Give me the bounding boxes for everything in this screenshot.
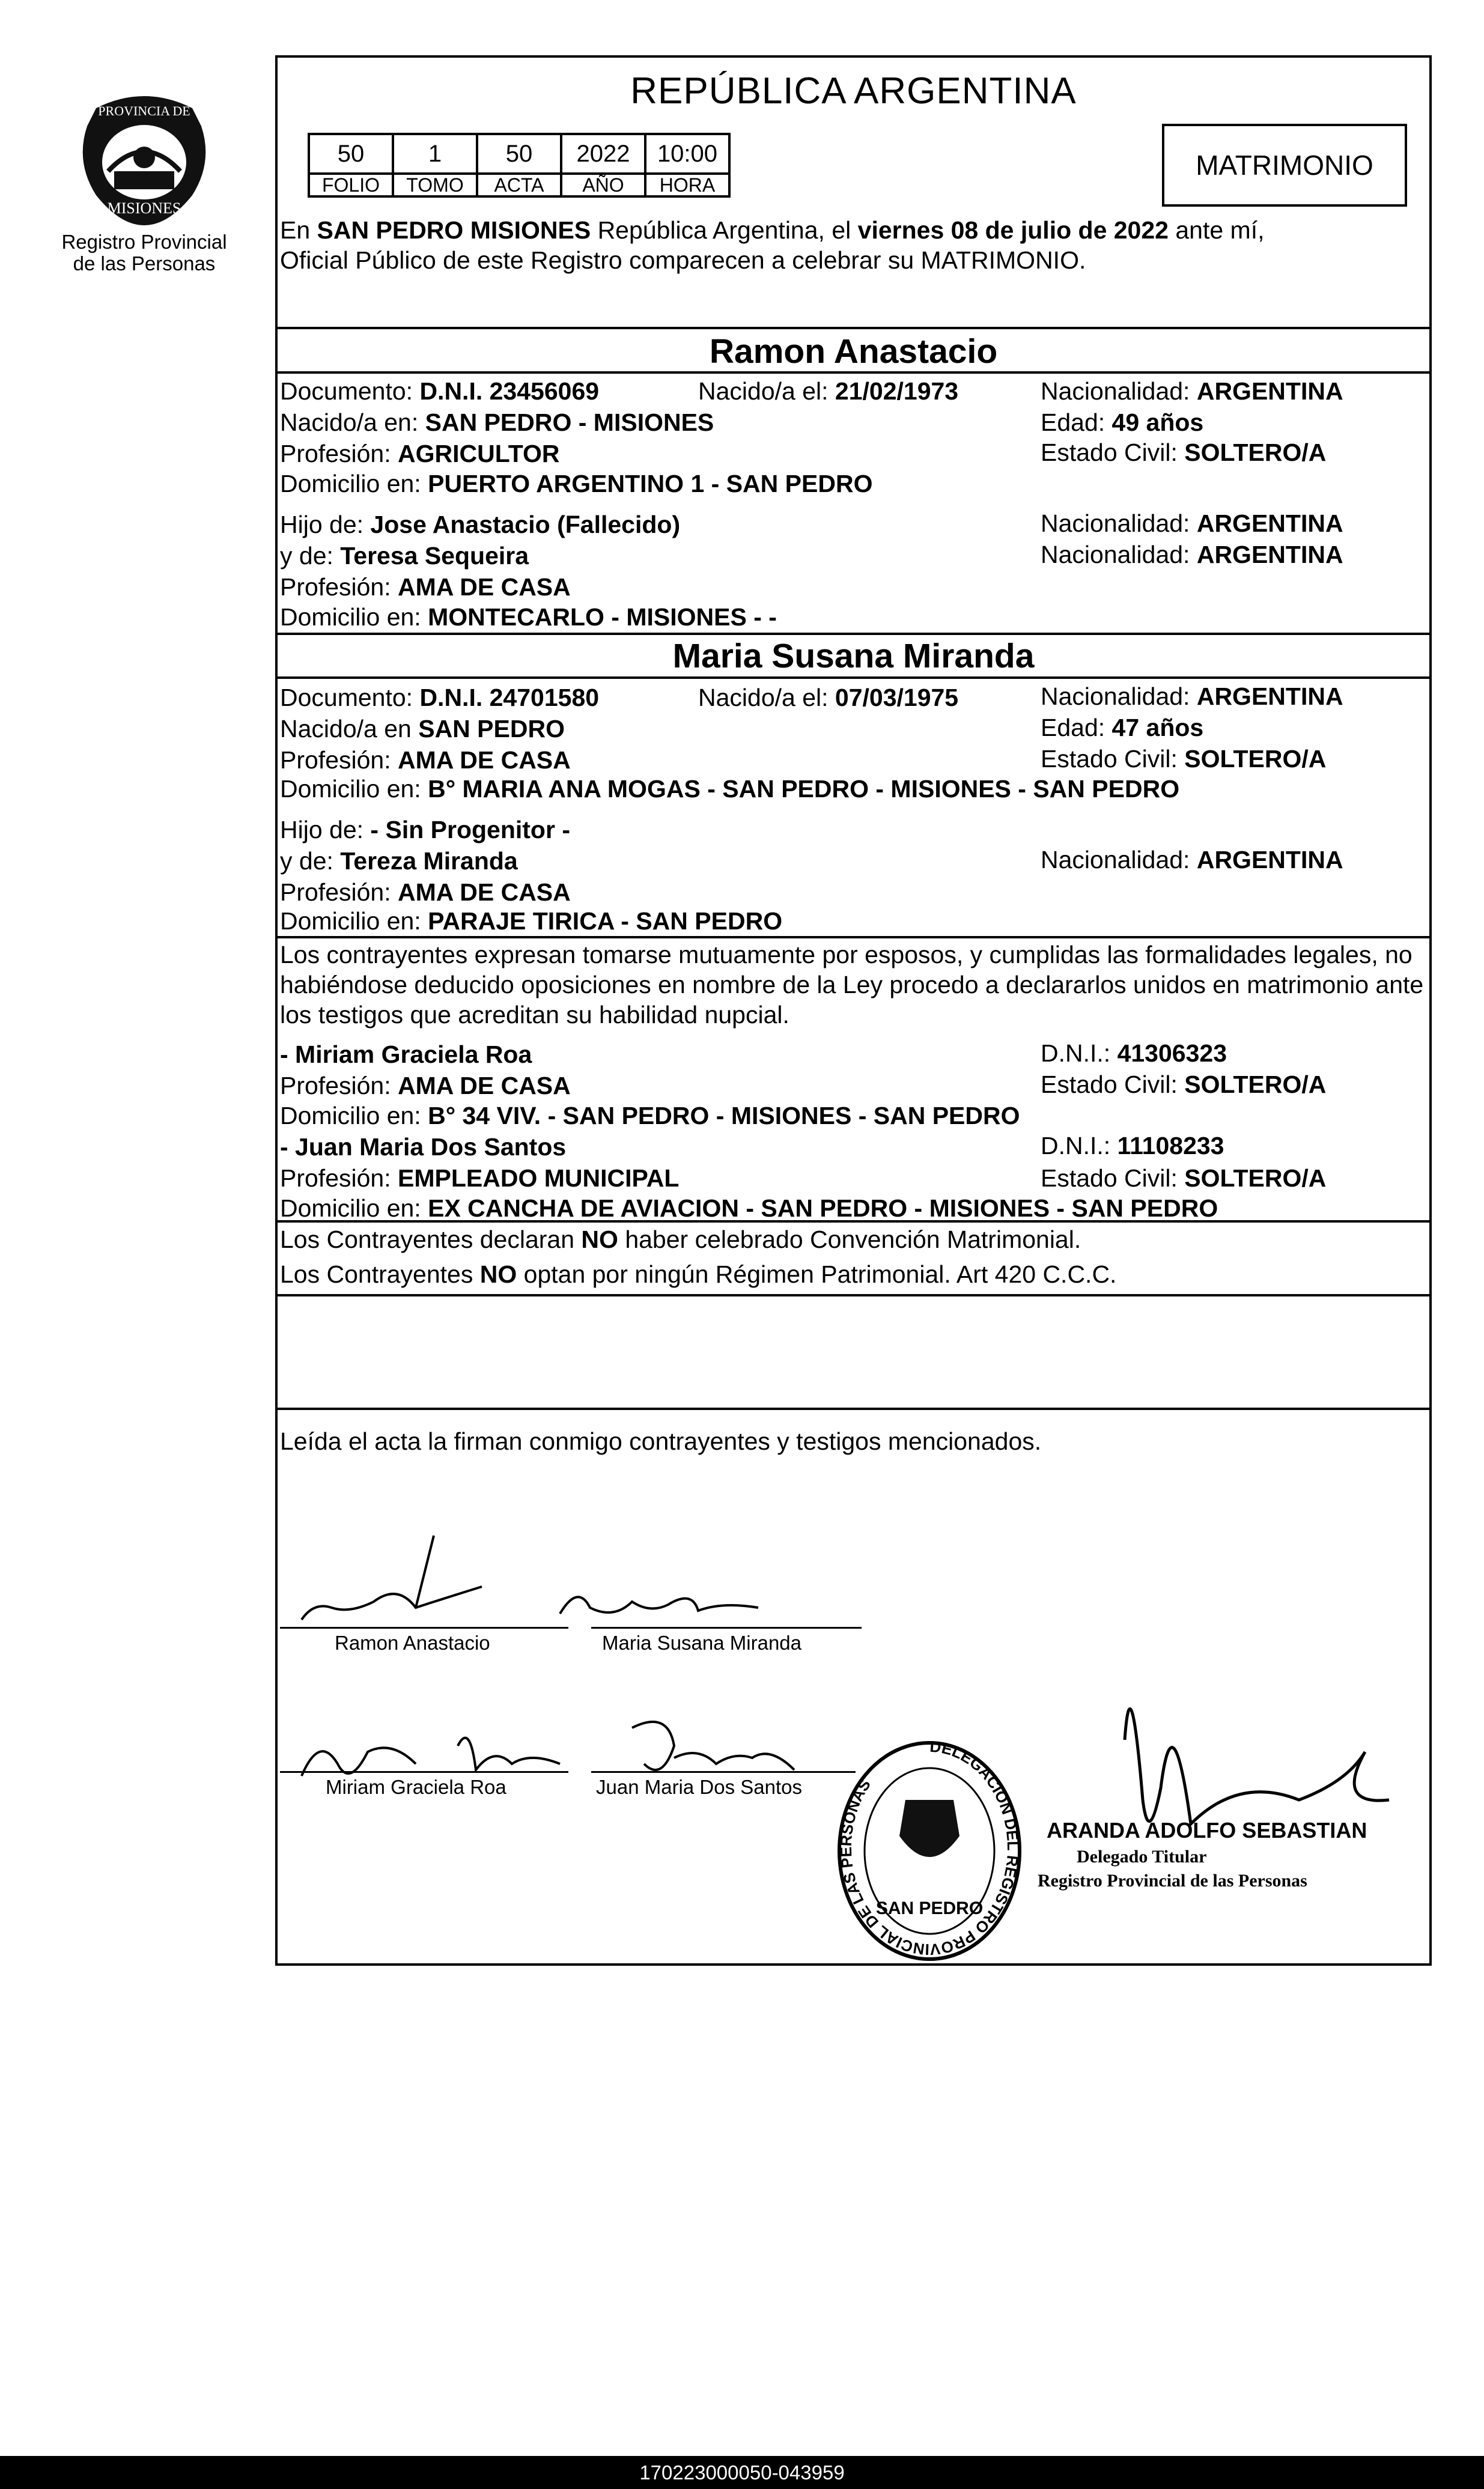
field-value: 49 años <box>1111 409 1204 436</box>
intro-text: ante mí, <box>1168 216 1265 244</box>
spouse1-madre <box>280 541 529 571</box>
intro-line1 <box>280 215 1264 245</box>
field-value: ARGENTINA <box>1196 377 1343 405</box>
acta-label: ACTA <box>477 174 561 196</box>
field-label: Edad: <box>1041 714 1112 741</box>
spouse2-documento <box>280 682 599 713</box>
field-value: PARAJE TIRICA - SAN PEDRO <box>428 907 783 935</box>
signature-label-miriam: Miriam Graciela Roa <box>326 1776 506 1798</box>
field-value: ARGENTINA <box>1196 541 1343 568</box>
registry-caption-line2: de las Personas <box>73 252 216 275</box>
field-label: Nacionalidad: <box>1041 682 1197 710</box>
spouse1-madre-nacionalidad <box>1041 539 1343 570</box>
field-value: - Sin Progenitor - <box>370 816 570 843</box>
spouse1-profesion <box>280 439 560 469</box>
closing-statement: Leída el acta la firman conmigo contrayentes y testigos mencionados. <box>280 1427 1042 1455</box>
field-value: ARGENTINA <box>1196 846 1343 874</box>
field-label: D.N.I.: <box>1041 1132 1118 1159</box>
spouse1-madre-domicilio <box>280 602 777 632</box>
field-label: Nacionalidad: <box>1041 377 1197 405</box>
convention-text: Los Contrayentes <box>280 1260 480 1288</box>
witness1-estado-civil <box>1041 1069 1326 1099</box>
spouse1-nacido-el <box>698 376 958 406</box>
convention-emphasis: NO <box>479 1260 517 1288</box>
spouse1-nacido-en <box>280 407 714 437</box>
spouse1-edad <box>1041 407 1203 437</box>
field-value: ARGENTINA <box>1196 682 1343 710</box>
tomo-value: 1 <box>393 134 477 174</box>
signature-ramon-icon <box>302 1536 482 1620</box>
field-value: 21/02/1973 <box>835 377 959 405</box>
field-label: Profesión: <box>280 1164 398 1192</box>
field-value: B° 34 VIV. - SAN PEDRO - MISIONES - SAN PEDRO <box>428 1102 1020 1129</box>
document-code-bar: 170223000050-043959 <box>0 2456 1484 2489</box>
field-label: Hijo de: <box>280 511 371 538</box>
signature-miriam-icon <box>302 1738 560 1776</box>
divider <box>278 936 1429 938</box>
convention-emphasis: NO <box>581 1226 618 1253</box>
registry-logo <box>57 90 231 275</box>
field-value: 11108233 <box>1117 1132 1224 1159</box>
field-value: AMA DE CASA <box>398 746 571 774</box>
field-value: AGRICULTOR <box>398 440 560 467</box>
field-label: Nacido/a en <box>280 715 419 743</box>
spouse2-madre <box>280 846 518 876</box>
anio-value: 2022 <box>561 134 645 174</box>
witness2-domicilio <box>280 1193 1218 1223</box>
field-value: Jose Anastacio (Fallecido) <box>370 511 681 538</box>
convention-line1 <box>280 1224 1081 1254</box>
spouse1-documento <box>280 376 599 406</box>
field-value: SOLTERO/A <box>1184 1071 1327 1098</box>
field-value: 07/03/1975 <box>835 684 959 711</box>
divider <box>278 1294 1429 1296</box>
signature-maria-icon <box>560 1597 758 1614</box>
field-label: Nacido/a en: <box>280 409 425 436</box>
convention-line2 <box>280 1259 1116 1289</box>
field-label: Documento: <box>280 377 420 405</box>
misiones-seal-icon <box>72 90 216 228</box>
divider <box>278 633 1429 635</box>
field-value: Teresa Sequeira <box>340 542 529 570</box>
spouse1-domicilio <box>280 469 872 499</box>
spouse2-edad <box>1041 713 1203 743</box>
witness1-domicilio <box>280 1101 1020 1131</box>
divider <box>278 327 1429 329</box>
intro-line2: Oficial Público de este Registro comparecen a celebrar su MATRIMONIO. <box>280 246 1086 274</box>
field-label: Estado Civil: <box>1041 1071 1185 1098</box>
convention-text: optan por ningún Régimen Patrimonial. Art 420 C.C.C. <box>517 1260 1117 1288</box>
field-label: D.N.I.: <box>1041 1039 1118 1067</box>
witness1-profesion <box>280 1071 571 1101</box>
record-type-box: MATRIMONIO <box>1162 124 1407 207</box>
field-label: Estado Civil: <box>1041 745 1185 773</box>
field-label: Documento: <box>280 684 420 711</box>
signature-line <box>280 1627 568 1629</box>
acta-value: 50 <box>477 134 561 174</box>
field-value: EMPLEADO MUNICIPAL <box>398 1164 680 1192</box>
field-value: SOLTERO/A <box>1184 1164 1327 1192</box>
field-value: SAN PEDRO <box>418 715 565 743</box>
field-label: Edad: <box>1041 409 1112 436</box>
field-value: 41306323 <box>1117 1039 1227 1067</box>
field-value: SOLTERO/A <box>1184 439 1327 466</box>
field-label: Domicilio en: <box>280 775 428 803</box>
registry-caption-line1: Registro Provincial <box>61 231 227 253</box>
intro-text: En <box>280 216 317 244</box>
field-label: Domicilio en: <box>280 1194 428 1222</box>
divider <box>278 676 1429 679</box>
field-label: Domicilio en: <box>280 1102 428 1129</box>
field-value: AMA DE CASA <box>398 1072 571 1099</box>
seal-bottom-text: MISIONES <box>107 199 181 217</box>
field-label: Nacionalidad: <box>1041 509 1197 537</box>
field-label: Hijo de: <box>280 816 371 843</box>
seal-top-text: PROVINCIA DE <box>98 103 190 118</box>
spouse2-madre-domicilio <box>280 906 782 936</box>
stamp-ring-textpath: DELEGACION DEL REGISTRO PROVINCIAL DE LAS PERSONAS <box>836 1737 1023 1959</box>
signature-label-maria: Maria Susana Miranda <box>602 1632 801 1654</box>
declaration-line3: los testigos que acreditan su habilidad nupcial. <box>280 1001 789 1029</box>
declaration-line1: Los contrayentes expresan tomarse mutuamente por esposos, y cumplidas las formalidades legales, no <box>280 941 1413 968</box>
folio-value: 50 <box>309 134 393 174</box>
spouse2-estado-civil <box>1041 744 1326 774</box>
hora-value: 10:00 <box>645 134 729 174</box>
field-label: y de: <box>280 542 341 570</box>
field-value: D.N.I. 24701580 <box>419 684 600 711</box>
field-value: ARGENTINA <box>1196 509 1343 537</box>
field-label: Nacido/a el: <box>698 684 835 711</box>
spouse2-nacido-el <box>698 682 958 713</box>
field-value: SOLTERO/A <box>1184 745 1327 773</box>
field-label: Estado Civil: <box>1041 439 1185 466</box>
signature-label-juan: Juan Maria Dos Santos <box>596 1776 803 1798</box>
field-label: Profesión: <box>280 1072 398 1099</box>
field-value: EX CANCHA DE AVIACION - SAN PEDRO - MISIONES - SAN PEDRO <box>428 1194 1218 1222</box>
folio-label: FOLIO <box>309 174 393 196</box>
spouse1-nacionalidad <box>1041 376 1343 406</box>
register-table <box>308 133 731 198</box>
signature-label-ramon: Ramon Anastacio <box>335 1632 490 1654</box>
declaration-line2: habiéndose deducido oposiciones en nombre de la Ley procedo a declararlos unidos en matrimonio ante <box>280 971 1424 998</box>
signature-juan-icon <box>632 1722 794 1770</box>
spouse2-nacionalidad <box>1041 681 1343 711</box>
field-value: D.N.I. 23456069 <box>419 377 600 405</box>
tomo-label: TOMO <box>393 174 477 196</box>
spouse2-madre-profesion <box>280 877 571 907</box>
signature-line <box>591 1771 856 1773</box>
field-label: Nacionalidad: <box>1041 541 1197 568</box>
hora-label: HORA <box>645 174 729 196</box>
intro-text: República Argentina, el <box>591 216 858 244</box>
field-value: AMA DE CASA <box>398 878 571 906</box>
field-value: PUERTO ARGENTINO 1 - SAN PEDRO <box>428 470 873 497</box>
field-label: Domicilio en: <box>280 470 428 497</box>
witness1-name: - Miriam Graciela Roa <box>280 1041 532 1068</box>
divider <box>278 1220 1429 1223</box>
field-label: Profesión: <box>280 878 398 906</box>
divider <box>278 371 1429 374</box>
divider <box>278 1408 1429 1410</box>
signature-line <box>591 1627 862 1629</box>
intro-date: viernes 08 de julio de 2022 <box>857 216 1169 244</box>
field-value: 47 años <box>1111 714 1204 741</box>
spouse1-name: Ramon Anastacio <box>709 332 998 371</box>
spouse2-name: Maria Susana Miranda <box>672 637 1035 675</box>
field-label: Estado Civil: <box>1041 1164 1185 1192</box>
field-value: AMA DE CASA <box>398 573 571 601</box>
spouse2-nacido-en <box>280 714 565 744</box>
witness2-profesion <box>280 1163 679 1193</box>
spouse1-estado-civil <box>1041 437 1326 467</box>
field-label: Profesión: <box>280 573 398 601</box>
field-label: Profesión: <box>280 746 398 774</box>
field-value: Tereza Miranda <box>340 847 518 875</box>
intro-place: SAN PEDRO MISIONES <box>317 216 591 244</box>
field-value: B° MARIA ANA MOGAS - SAN PEDRO - MISIONES - SAN PEDRO <box>428 775 1180 803</box>
field-label: y de: <box>280 847 341 875</box>
field-label: Profesión: <box>280 440 398 467</box>
signature-officer-icon <box>1125 1709 1389 1824</box>
spouse1-padre-nacionalidad <box>1041 508 1343 538</box>
spouse2-domicilio <box>280 774 1179 804</box>
official-stamp-icon <box>830 1734 1029 1968</box>
spouse1-madre-profesion <box>280 572 571 602</box>
signature-line <box>280 1771 568 1773</box>
spouse1-padre <box>280 509 680 539</box>
marriage-record <box>275 55 1432 1966</box>
field-label: Domicilio en: <box>280 603 428 631</box>
anio-label: AÑO <box>561 174 645 196</box>
field-label: Nacido/a el: <box>698 377 835 405</box>
officer-office: Registro Provincial de las Personas <box>1038 1871 1307 1891</box>
witness2-estado-civil <box>1041 1163 1326 1193</box>
witness1-dni <box>1041 1038 1227 1068</box>
stamp-center-text: SAN PEDRO <box>875 1898 984 1918</box>
spouse2-profesion <box>280 745 571 775</box>
witness2-name: - Juan Maria Dos Santos <box>280 1133 567 1161</box>
field-label: Domicilio en: <box>280 907 428 935</box>
spouse2-madre-nacionalidad <box>1041 845 1343 875</box>
convention-text: haber celebrado Convención Matrimonial. <box>618 1226 1081 1253</box>
officer-name: ARANDA ADOLFO SEBASTIAN <box>1047 1818 1367 1843</box>
convention-text: Los Contrayentes declaran <box>280 1226 582 1253</box>
field-label: Nacionalidad: <box>1041 846 1197 874</box>
witness2-dni <box>1041 1131 1224 1161</box>
officer-title: Delegado Titular <box>1077 1847 1207 1867</box>
field-value: MONTECARLO - MISIONES - - <box>428 603 777 631</box>
document-title: REPÚBLICA ARGENTINA <box>630 70 1077 112</box>
field-value: SAN PEDRO - MISIONES <box>425 409 714 436</box>
spouse2-padre <box>280 815 570 845</box>
